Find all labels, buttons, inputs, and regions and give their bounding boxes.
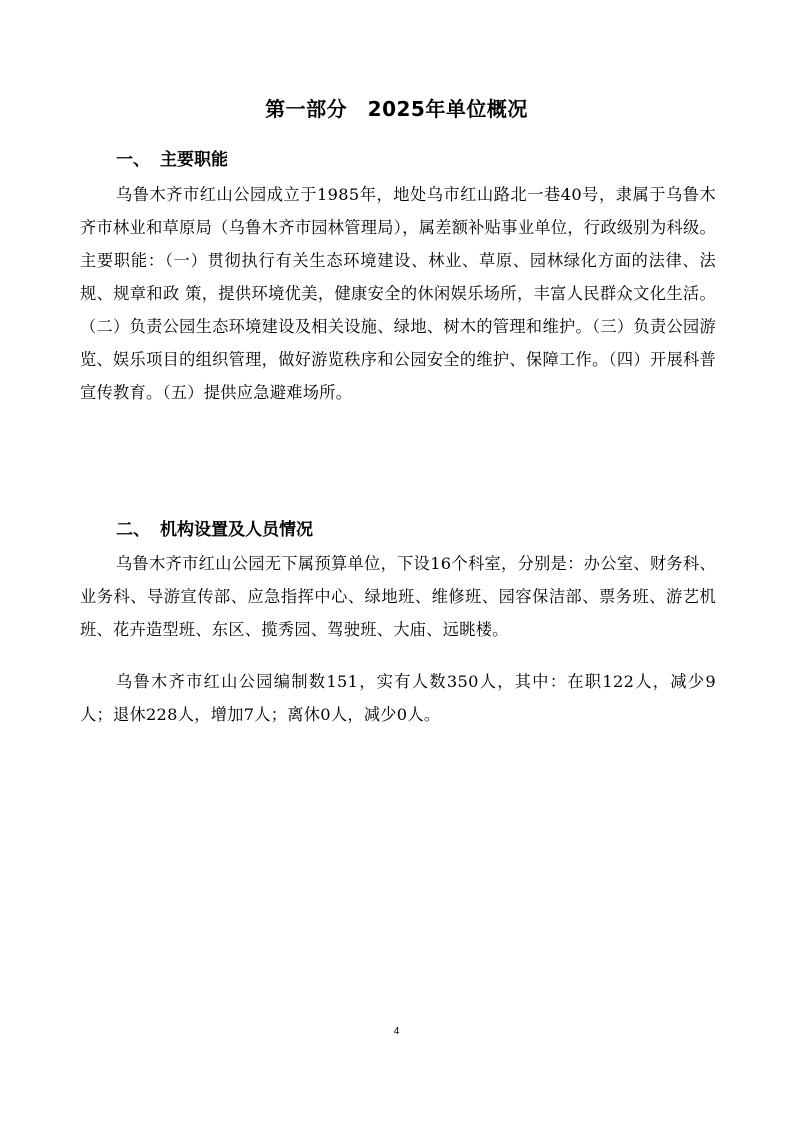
section-number: 一、 <box>116 150 150 170</box>
paragraph-departments: 乌鲁木齐市红山公园无下属预算单位，下设16个科室，分别是：办公室、财务科、业务科、导游宣传部、应急指挥中心、绿地班、维修班、园容保洁部、票务班、游艺机班、花卉造型班、东区、揽秀园、驾驶班、大庙、远眺楼。 <box>80 554 716 639</box>
section-title: 机构设置及人员情况 <box>160 520 313 540</box>
paragraph-staffing: 乌鲁木齐市红山公园编制数151，实有人数350人，其中：在职122人，减少9人；退休228人，增加7人；离休0人，减少0人。 <box>80 672 716 724</box>
page-title: 第一部分 2025年单位概况 <box>265 97 528 121</box>
section-heading-organization-staff <box>116 516 716 544</box>
section-heading-main-functions <box>116 146 716 174</box>
section-number: 二、 <box>116 520 150 540</box>
page-number: 4 <box>393 1026 400 1037</box>
section-title: 主要职能 <box>160 150 228 170</box>
paragraph-main-functions: 乌鲁木齐市红山公园成立于1985年，地处乌市红山路北一巷40号，隶属于乌鲁木齐市林业和草原局（乌鲁木齐市园林管理局），属差额补贴事业单位，行政级别为科级。主要职能：（一）贯彻执行有关生态环境建设、林业、草原、园林绿化方面的法律、法规、规章和政 策，提供环境优美，健康安全的休闲娱乐场所，丰富人民群众文化生活。（二）负责公园生态环境建设及相关设施、绿地、树木的管理和维护。（三）负责公园游 览、娱乐项目的组织管理，做好游览秩序和公园安全的维护、保障工作。（四）开展科普宣传教育。（五）提供应急避难场所。 <box>80 185 716 402</box>
